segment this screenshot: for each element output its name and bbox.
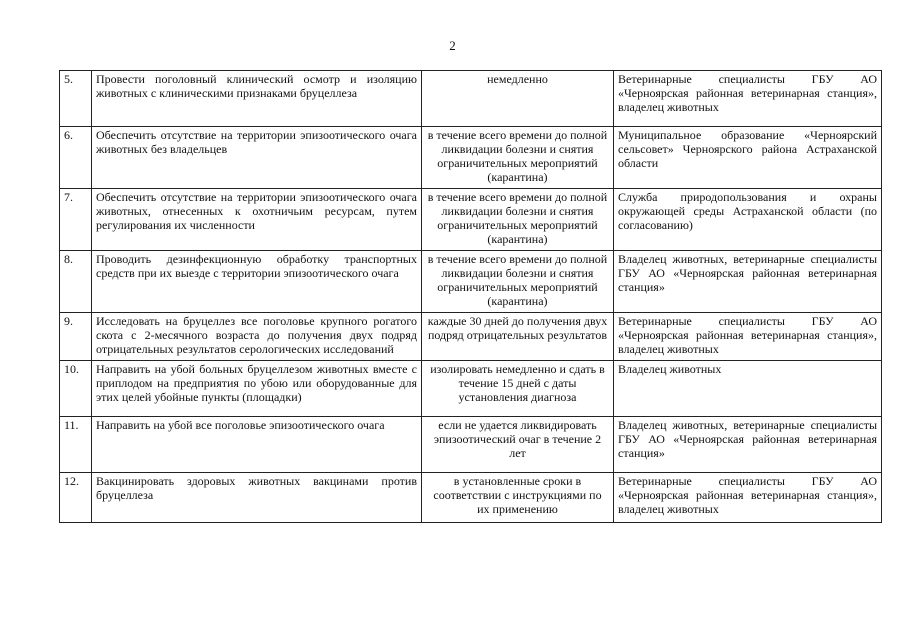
row-responsible: Владелец животных, ветеринарные специалисты ГБУ АО «Черноярская районная ветеринарная станция» <box>614 417 882 473</box>
row-term: в течение всего времени до полной ликвидации болезни и снятия ограничительных мероприятий (карантина) <box>422 251 614 313</box>
row-term: в установленные сроки в соответствии с инструкциями по их применению <box>422 473 614 523</box>
table-row <box>60 127 882 189</box>
table-row <box>60 71 882 127</box>
row-number: 12. <box>60 473 92 523</box>
row-responsible: Владелец животных, ветеринарные специалисты ГБУ АО «Черноярская районная ветеринарная станция» <box>614 251 882 313</box>
row-term: немедленно <box>422 71 614 127</box>
row-responsible: Владелец животных <box>614 361 882 417</box>
table-row <box>60 417 882 473</box>
row-responsible: Ветеринарные специалисты ГБУ АО «Черноярская районная ветеринарная станция», владелец животных <box>614 313 882 361</box>
table-row <box>60 361 882 417</box>
row-action: Исследовать на бруцеллез все поголовье крупного рогатого скота с 2-месячного возраста до получения двух подряд отрицательных результатов серологических исследований <box>92 313 422 361</box>
row-action: Вакцинировать здоровых животных вакцинами против бруцеллеза <box>92 473 422 523</box>
table-row <box>60 189 882 251</box>
row-term: изолировать немедленно и сдать в течение 15 дней с даты установления диагноза <box>422 361 614 417</box>
row-term: если не удается ликвидировать эпизоотический очаг в течение 2 лет <box>422 417 614 473</box>
table-row <box>60 251 882 313</box>
row-number: 10. <box>60 361 92 417</box>
row-responsible: Муниципальное образование «Черноярский сельсовет» Черноярского района Астраханской области <box>614 127 882 189</box>
measures-table <box>59 70 882 523</box>
row-action: Провести поголовный клинический осмотр и изоляцию животных с клиническими признаками бруцеллеза <box>92 71 422 127</box>
row-number: 5. <box>60 71 92 127</box>
row-action: Обеспечить отсутствие на территории эпизоотического очага животных, отнесенных к охотничьим ресурсам, путем регулирования их численности <box>92 189 422 251</box>
row-number: 9. <box>60 313 92 361</box>
table-row <box>60 313 882 361</box>
page-number: 2 <box>449 38 456 53</box>
row-number: 8. <box>60 251 92 313</box>
row-action: Проводить дезинфекционную обработку транспортных средств при их выезде с территории эпизоотического очага <box>92 251 422 313</box>
row-action: Обеспечить отсутствие на территории эпизоотического очага животных без владельцев <box>92 127 422 189</box>
row-term: в течение всего времени до полной ликвидации болезни и снятия ограничительных мероприятий (карантина) <box>422 127 614 189</box>
row-responsible: Ветеринарные специалисты ГБУ АО «Черноярская районная ветеринарная станция», владелец животных <box>614 473 882 523</box>
row-responsible: Ветеринарные специалисты ГБУ АО «Черноярская районная ветеринарная станция», владелец животных <box>614 71 882 127</box>
row-number: 11. <box>60 417 92 473</box>
row-number: 7. <box>60 189 92 251</box>
row-responsible: Служба природопользования и охраны окружающей среды Астраханской области (по согласованию) <box>614 189 882 251</box>
row-action: Направить на убой все поголовье эпизоотического очага <box>92 417 422 473</box>
row-term: каждые 30 дней до получения двух подряд отрицательных результатов <box>422 313 614 361</box>
row-term: в течение всего времени до полной ликвидации болезни и снятия ограничительных мероприятий (карантина) <box>422 189 614 251</box>
table-row <box>60 473 882 523</box>
row-number: 6. <box>60 127 92 189</box>
row-action: Направить на убой больных бруцеллезом животных вместе с приплодом на предприятия по убою или оборудованные для этих целей убойные пункты (площадки) <box>92 361 422 417</box>
